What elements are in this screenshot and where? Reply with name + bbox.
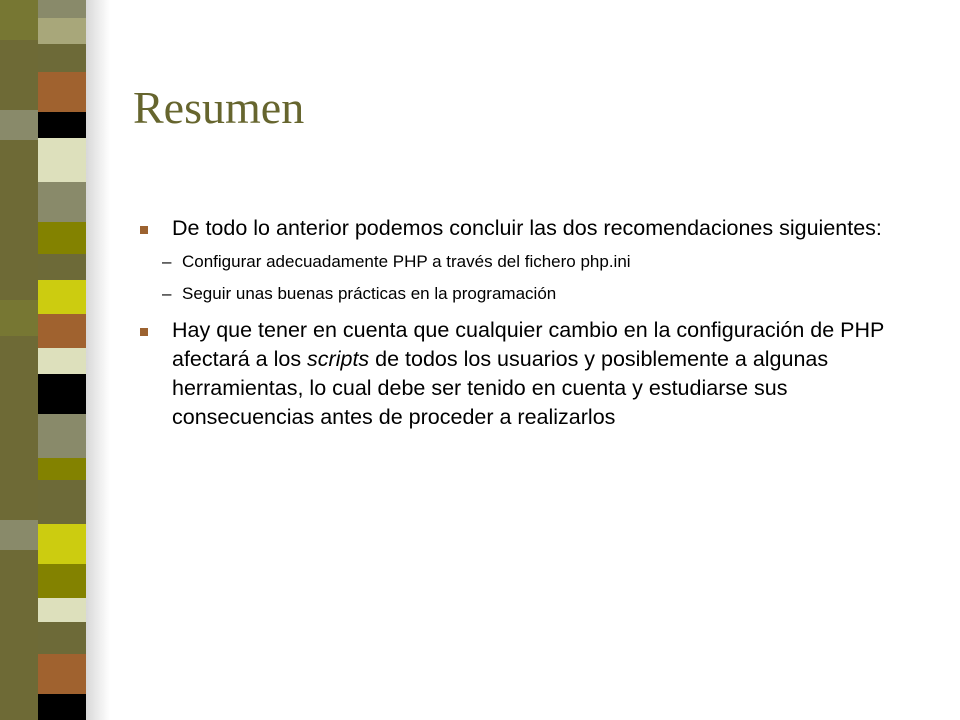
slide-content xyxy=(140,214,930,432)
bullet-text-part: Hay que tener en cuenta que cualquier cambio en la configuración de PHP afectará a los xyxy=(172,318,884,371)
sub-bullet-item xyxy=(140,246,930,278)
square-bullet-icon xyxy=(140,226,148,234)
dash-bullet: – xyxy=(162,252,172,271)
bullet-text-part: de todos los usuarios y posiblemente a algunas herramientas, lo cual debe ser tenido en cuenta y estudiarse sus consecuencias antes de proceder a realizarlos xyxy=(172,347,829,429)
bullet-item xyxy=(140,316,930,432)
bullet-text: De todo lo anterior podemos concluir las dos recomendaciones siguientes: xyxy=(172,216,882,240)
dash-bullet: – xyxy=(162,284,172,303)
sub-bullet-text: Configurar adecuadamente PHP a través del fichero php.ini xyxy=(182,252,631,271)
sub-bullet-item xyxy=(140,278,930,310)
bullet-item xyxy=(140,214,930,243)
decorative-border-strip xyxy=(0,0,110,720)
square-bullet-icon xyxy=(140,328,148,336)
bullet-text-emphasis: scripts xyxy=(307,347,370,371)
sub-bullet-text: Seguir unas buenas prácticas en la programación xyxy=(182,284,557,303)
slide-title: Resumen xyxy=(133,82,305,133)
sub-bullet-list xyxy=(140,246,930,310)
